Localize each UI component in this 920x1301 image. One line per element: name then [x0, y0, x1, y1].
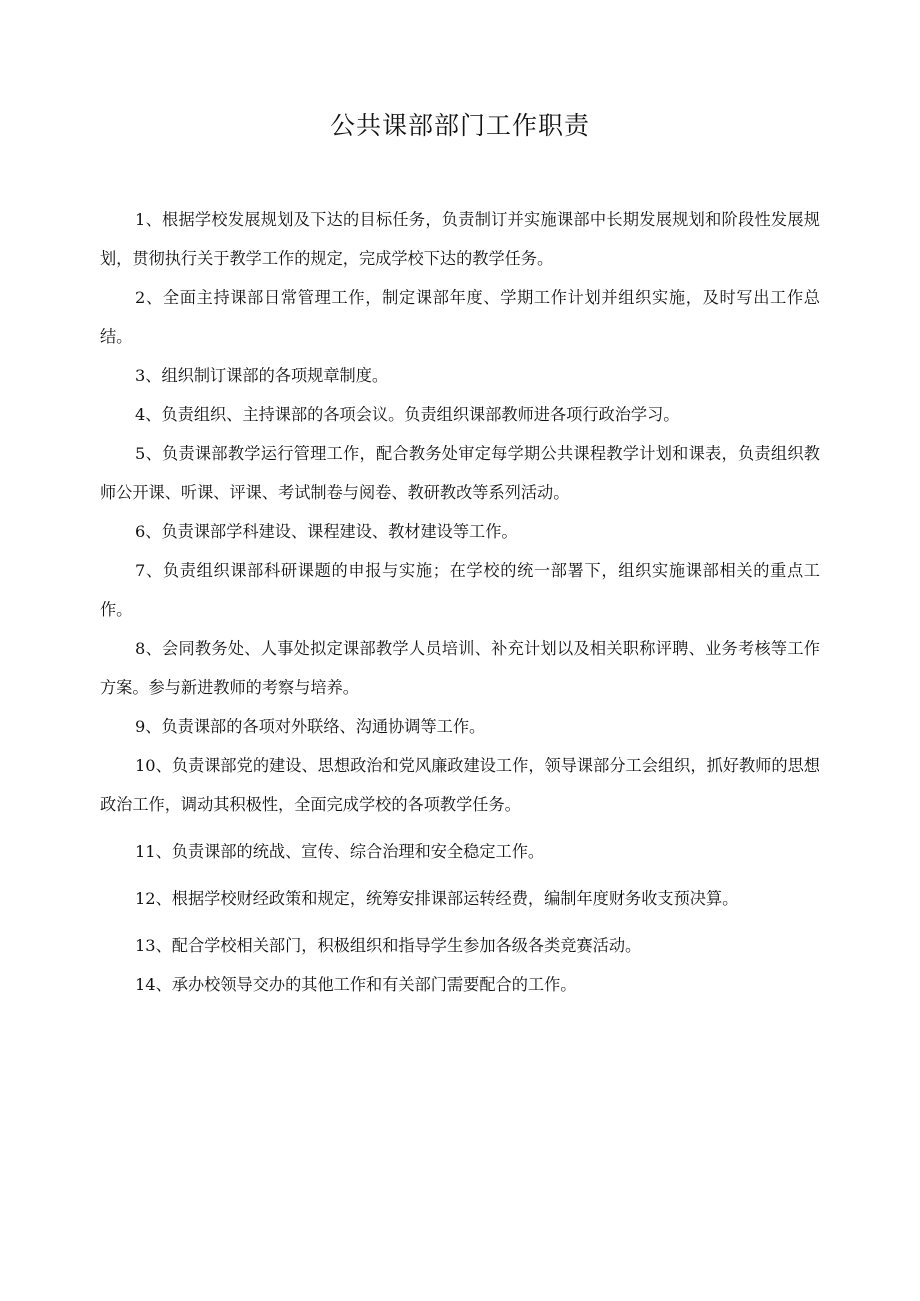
duty-item-8: 8、会同教务处、人事处拟定课部教学人员培训、补充计划以及相关职称评聘、业务考核等工作方案。参与新进教师的考察与培养。 — [100, 639, 820, 697]
duty-item-1: 1、根据学校发展规划及下达的目标任务，负责制订并实施课部中长期发展规划和阶段性发展规划，贯彻执行关于教学工作的规定，完成学校下达的教学任务。 — [100, 210, 820, 268]
duty-item-12: 12、根据学校财经政策和规定，统筹安排课部运转经费，编制年度财务收支预决算。 — [135, 889, 739, 908]
duty-item-9: 9、负责课部的各项对外联络、沟通协调等工作。 — [135, 717, 486, 736]
duty-item-6: 6、负责课部学科建设、课程建设、教材建设等工作。 — [135, 522, 518, 541]
duty-item-4: 4、负责组织、主持课部的各项会议。负责组织课部教师进各项行政治学习。 — [135, 405, 680, 424]
document-body — [100, 200, 820, 1004]
duty-item-7: 7、负责组织课部科研课题的申报与实施；在学校的统一部署下，组织实施课部相关的重点工作。 — [100, 561, 820, 619]
duty-item-13: 13、配合学校相关部门，积极组织和指导学生参加各级各类竞赛活动。 — [135, 936, 642, 955]
duty-item-5: 5、负责课部教学运行管理工作，配合教务处审定每学期公共课程教学计划和课表，负责组织教师公开课、听课、评课、考试制卷与阅卷、教研教改等系列活动。 — [100, 444, 820, 502]
duty-item-3: 3、组织制订课部的各项规章制度。 — [135, 366, 389, 385]
duty-item-2: 2、全面主持课部日常管理工作，制定课部年度、学期工作计划并组织实施，及时写出工作总结。 — [100, 288, 820, 346]
duty-item-14: 14、承办校领导交办的其他工作和有关部门需要配合的工作。 — [135, 975, 577, 994]
duty-item-10: 10、负责课部党的建设、思想政治和党风廉政建设工作，领导课部分工会组织，抓好教师的思想政治工作，调动其积极性，全面完成学校的各项教学任务。 — [100, 756, 820, 814]
duty-item-11: 11、负责课部的统战、宣传、综合治理和安全稳定工作。 — [135, 842, 545, 861]
document-title: 公共课部部门工作职责 — [329, 111, 590, 140]
